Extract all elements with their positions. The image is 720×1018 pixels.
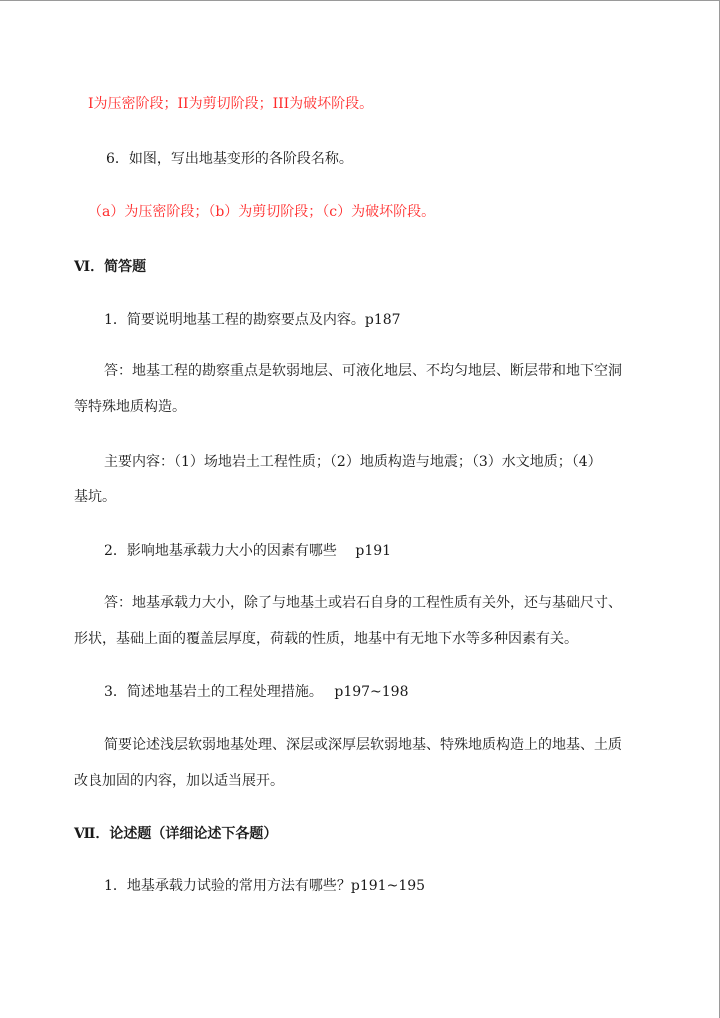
answer-vi-2-line-1: 答：地基承载力大小，除了与地基土或岩石自身的工程性质有关外，还与基础尺寸、 bbox=[104, 595, 622, 611]
answer-question-6: （a）为压密阶段；（b）为剪切阶段；（c）为破坏阶段。 bbox=[88, 204, 436, 220]
answer-vi-2-line-2: 形状，基础上面的覆盖层厚度，荷载的性质，地基中有无地下水等多种因素有关。 bbox=[74, 631, 578, 647]
question-vii-1: 1．地基承载力试验的常用方法有哪些？p191~195 bbox=[104, 878, 426, 894]
section-vi-title: Ⅵ．简答题 bbox=[74, 259, 147, 275]
answer-stages-roman: I为压密阶段；II为剪切阶段；III为破坏阶段。 bbox=[88, 96, 374, 112]
answer-vi-3-line-2: 改良加固的内容，加以适当展开。 bbox=[74, 773, 284, 789]
question-vi-3: 3．简述地基岩土的工程处理措施。 p197~198 bbox=[104, 684, 409, 700]
question-vi-2: 2．影响地基承载力大小的因素有哪些 p191 bbox=[104, 543, 392, 559]
answer-vi-1-line-2: 等特殊地质构造。 bbox=[74, 399, 186, 415]
question-vi-1: 1．简要说明地基工程的勘察要点及内容。p187 bbox=[104, 312, 401, 328]
answer-vi-3-line-1: 简要论述浅层软弱地基处理、深层或深厚层软弱地基、特殊地质构造上的地基、土质 bbox=[104, 737, 622, 753]
answer-vi-1-line-1: 答：地基工程的勘察重点是软弱地层、可液化地层、不均匀地层、断层带和地下空洞 bbox=[104, 363, 622, 379]
answer-vi-1-content-line-1: 主要内容：（1）场地岩土工程性质；（2）地质构造与地震；（3）水文地质；（4） bbox=[104, 454, 602, 470]
answer-vi-1-content-line-2: 基坑。 bbox=[74, 489, 116, 505]
question-6: 6．如图，写出地基变形的各阶段名称。 bbox=[106, 151, 353, 167]
section-vii-title: Ⅶ．论述题（详细论述下各题） bbox=[74, 826, 278, 842]
